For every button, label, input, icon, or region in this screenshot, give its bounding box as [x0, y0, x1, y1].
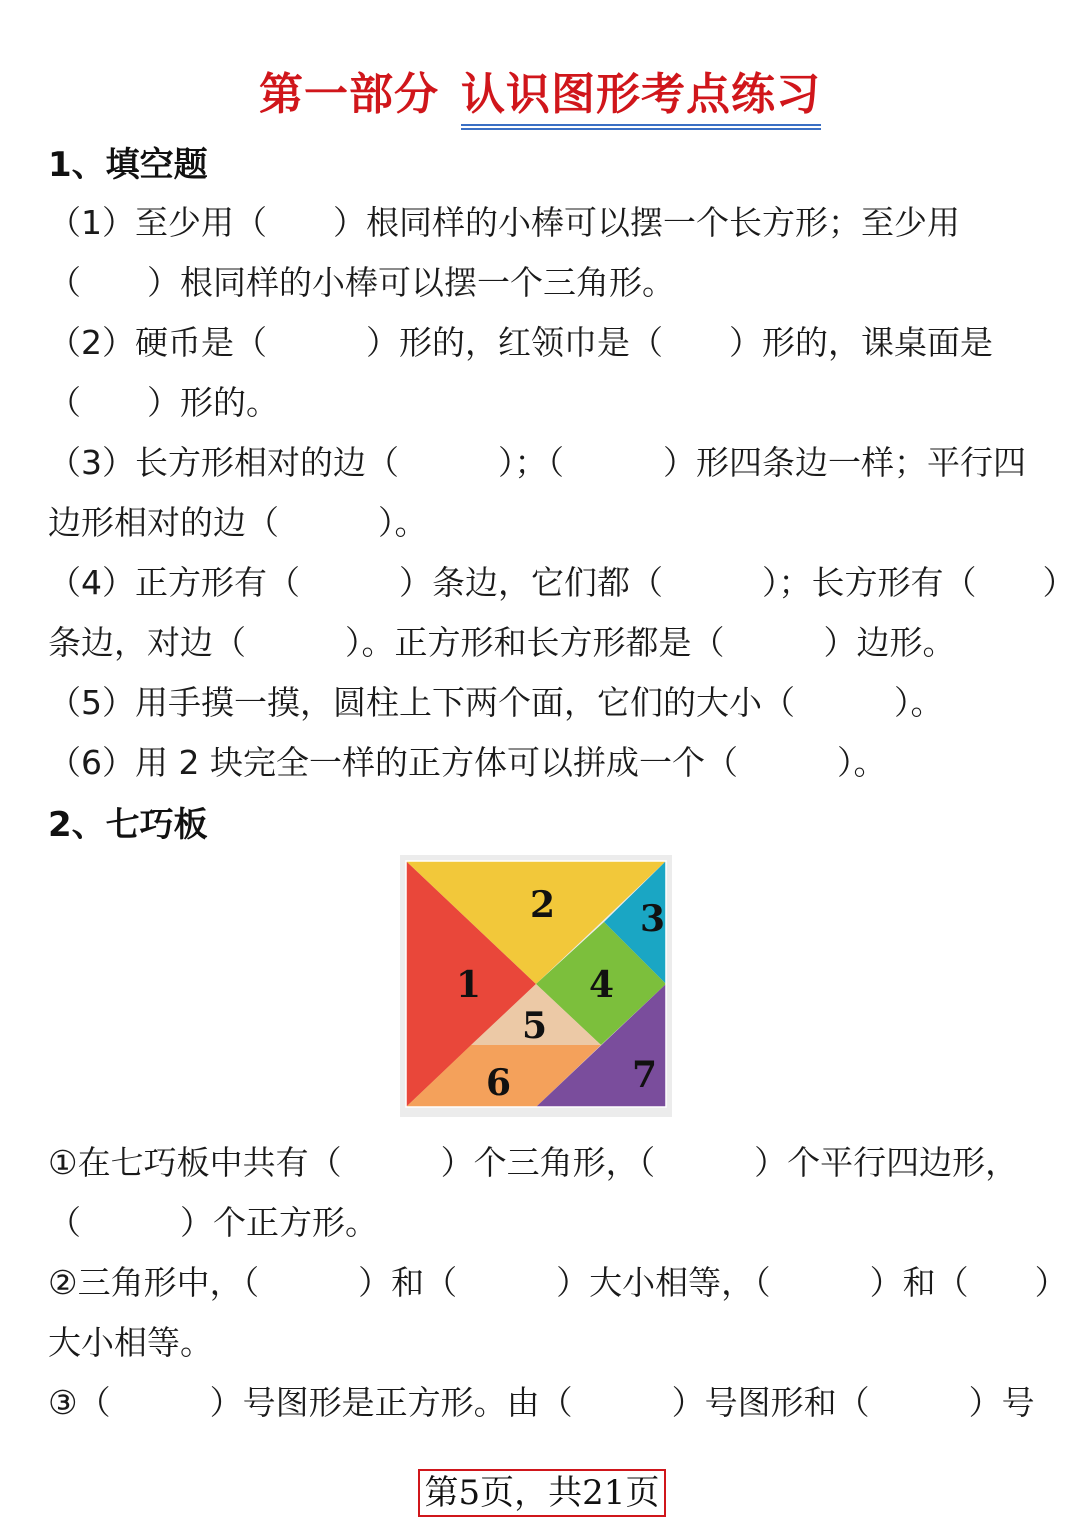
question-line: ②三角形中，（ ）和（ ）大小相等，（ ）和（ ）: [48, 1263, 1068, 1302]
page-number: 第5页，共21页: [418, 1469, 666, 1517]
tangram-label-2: 2: [530, 884, 556, 926]
question-line: 大小相等。: [48, 1323, 213, 1362]
tangram-figure: [400, 855, 672, 1117]
question-line: （5）用手摸一摸，圆柱上下两个面，它们的大小（ ）。: [48, 683, 944, 722]
section2-heading: 2、七巧板: [48, 805, 208, 845]
question-line: （3）长方形相对的边（ ）；（ ）形四条边一样；平行四: [48, 443, 1026, 482]
tangram-label-3: 3: [640, 898, 666, 940]
question-line: （2）硬币是（ ）形的，红领巾是（ ）形的，课桌面是: [48, 323, 993, 362]
tangram-label-5: 5: [522, 1005, 548, 1047]
question-line: ③（ ）号图形是正方形。由（ ）号图形和（ ）号: [48, 1383, 1035, 1422]
question-line: （ ）个正方形。: [48, 1203, 378, 1242]
tangram-label-4: 4: [589, 964, 615, 1006]
question-line: ①在七巧板中共有（ ）个三角形，（ ）个平行四边形，: [48, 1143, 1019, 1182]
section1-heading: 1、填空题: [48, 145, 208, 185]
tangram-label-7: 7: [632, 1054, 658, 1096]
question-line: （6）用 2 块完全一样的正方体可以拼成一个（ ）。: [48, 743, 887, 782]
title-part: 第一部分: [259, 69, 439, 120]
question-line: （1）至少用（ ）根同样的小棒可以摆一个长方形；至少用: [48, 203, 960, 242]
question-line: （ ）根同样的小棒可以摆一个三角形。: [48, 263, 675, 302]
title-topic: 认识图形考点练习: [461, 58, 821, 122]
question-line: 边形相对的边（ ）。: [48, 503, 428, 542]
question-line: 条边，对边（ ）。正方形和长方形都是（ ）边形。: [48, 623, 956, 662]
question-line: （ ）形的。: [48, 383, 279, 422]
tangram-label-1: 1: [456, 964, 482, 1006]
question-line: （4）正方形有（ ）条边，它们都（ ）；长方形有（ ）: [48, 563, 1076, 602]
page-title: [0, 58, 1080, 122]
tangram-label-6: 6: [486, 1062, 512, 1104]
